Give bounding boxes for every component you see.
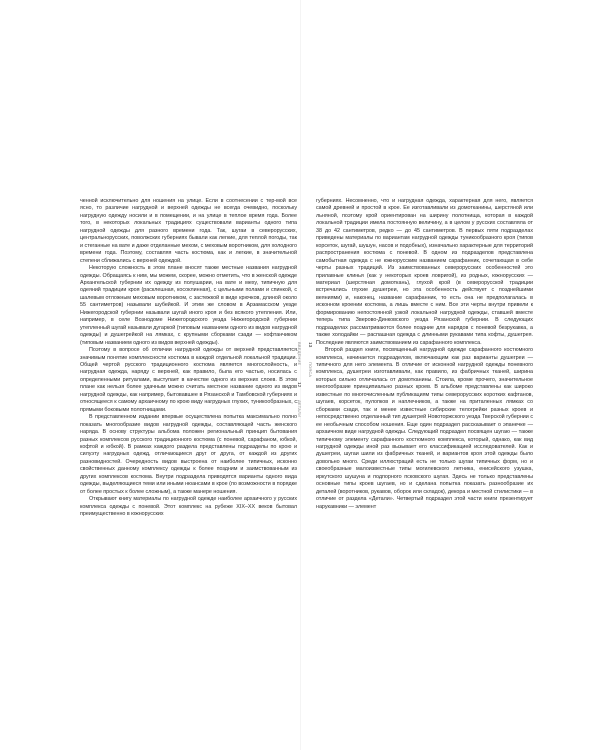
left-running-head: ДЕТАЛИ xyxy=(297,400,302,418)
left-paragraph: ченной исключительно для ношения на улице. Если в соотнесении с тер-мой все ясно, то различие нагрудной и верхней одежды не всегда очевидно, поскольку нагрудную одежду носили и в помещении, и на улице в теплое время года. Более того, в некоторых локальных традициях существовали варианты одного типа нагрудной одежды для разного времени года. Так, шугаи в северорусских, центральнорусских, поволжских губерниях бывали как легкие, для теплой погоды, так и стеганные на вате и даже отделанные мехом, с меховым воротником, для холодного времени года. Поэтому, составляя часть костюма, как и легкие, в значительной степени сближались с верхней одеждой. xyxy=(80,198,297,264)
right-paragraph: Второй раздел книги, посвященный нагрудной одежде сарафанного костюмного комплекса, начинается подразделом, включающим как раз варианты душегреи — типичного для него элемента. В отличие от исконной нагрудной одежды поневного комплекса, душегреи изготавливали, как правило, из фабричных тканей, ширина которых сильно отличалась от домотканины. Стоила, кроме прочего, значительное многообразие принципиально разных кроев. В альбоме представлены как широко известные по многочисленным публикациям типы северорусских коротких кафтанов, шугаев, корсеток, пулопков и наплечников, а также на приталенных лямках со сборками сзади, так и менее известные сибирские телогрейки разных кроев и непосредственно отделанный тип душегрей Новоторжского уезда Тверской губернии с ее необычным способом ношения. Еще один подраздел рассказывает о эпанечке — архаичном виде нагрудной одежды. Следующий подраздел посвящен шугаю — также типичному элементу сарафанного костюмного комплекса, который, однако, как вид нагрудной одежды иной раз вызывает его классификацией исследователей. Как и душегреи, шугаи шили из фабричных тканей, и вариантов кроя этой одежды было довольно много. Среди иллюстраций есть не только шугаи типичных форм, но и своеобразные малоизвестные типы могилевского летника, енисейского узушка, иркутского шушуна и подпорного псковского шугая. Здесь не только представлены основные типы кроев шугаев, но и сделана попытка показать разнообразие их деталей (воротников, рукавов, оборок или складок), декора и местной стилистики — в отличие от раздела «Детали». Четвертый подраздел этой части книги презентирует нарукавники — элемент xyxy=(316,347,533,510)
left-section-label: ВВЕДЕНИЕ xyxy=(297,342,302,366)
right-paragraph: губерниях. Несомненно, что и нагрудная одежда, характерная для него, является самой древней и простой в крое. Ее изготавливали из домотканины, шерстяной или льняной, поэтому крой ориентирован на ширину полотнища, которая в каждой локальной традиции имела постоянную величину, а в целом у русских составляла от 38 до 42 сантиметров, редко — до 45 сантиметров. В первых пяти подразделах приведены материалы по вариантам нагрудной одежды туникообразного кроя (типов корсеток, шугай, шушун, насов и подобных), изначально характерные для территорий распространения костюма с поневой. В одном из подразделов представлена самобытная одежда с не южнорусским названием сарафанник, сочетающая в себе черты разных традиций. Из заимствованных северорусских особенностей это прилавные клинья (как у некоторых кроев ловригой), из родных, южнорусских — материал (шерстяная домоткань), глухой крой (в северорусской традиции встречались глухие душегреи, но эта особенность действует с позднейшими веяниями) и, наконец, название сарафанник, то есть она не предполагалась в исконном кроении костюма, а лишь вместе с ним. Все эти черты внутри привели к формированию непостоянной узкой локальной нагрудной одежды, ставшей вместе теперь типа Зверово-Динковского уезда Рязанской губернии. В следующих подразделах рассматриваются более поздние для нарядов с поневой безрукавка, а также холодайки — распашная одежда с длинными рукавами типа кофты, душегрея. Последние являются заимствованием из сарафанного комплекса. xyxy=(316,198,533,346)
right-running-head: ПОЯСА xyxy=(308,362,313,378)
left-paragraph: Открывают книгу материалы по нагрудной одежде наиболее архаичного у русских комплекса одежды с поневой. Этот комплекс на рубеже XIX–XX веков бытовал преимущественно в южнорусских xyxy=(80,496,297,518)
gutter-line xyxy=(300,0,301,750)
right-page-number: 13 xyxy=(308,342,313,348)
left-page-number: 12 xyxy=(297,382,302,388)
left-paragraph: Поэтому в вопросе об отличии нагрудной одежды от верхней представляется значимым понятие комплексности костюма в каждой отдельной локальной традиции. Общей чертой русского традиционного костюма является многослойность, и нагрудная одежда, наряду с верхней, как правило, была его частью, носилась с определенными ритуалами, выступает в качестве одного из верхних слоев. В этом плане как нельзя более удачным можно считать местное название одного из видов нагрудной одежды, как например, бытовавшее в Рязанской и Тамбовской губерниях и относящееся к самому архаичному по крою виду нагрудных глухих, туникообразных, с прямыми боковыми полотнищами. xyxy=(80,347,297,413)
left-page-text xyxy=(80,198,297,518)
left-paragraph: В представленном издании впервые осуществлена попытка максимально полно показать многообразие видов нагрудной одежды, составляющей часть женского наряда. В основу структуры альбома положен региональный принцип бытования разных комплексов русского традиционного костюма (с поневой, сарафаном, юбкой, кофтой и юбкой). В рамках каждого раздела представлены подразделы по крою и силуэту нагрудных одежд, отличающиеся друг от друга, от каждой из других разновидностей. Очередность видов выстроена от наиболее типичных, исконно свойственных данному комплексу одежды к более поздним и заимствованным из других комплексов костюма. Внутри подраздела приводятся варианты одного вида одежды, выделяющиеся теми или иными нюансами в крое (по возможности в порядке от более простых к более сложным), а также манере ношения. xyxy=(80,414,297,495)
right-page-text xyxy=(316,198,533,511)
left-paragraph: Некоторую сложность в этом плане вносят также местные названия нагрудной одежды. Обращаясь к ним, мы можем, скорее, можно отметить, что в женской одежде Архангельской губернии их одежду из полушарии, на вате и меху, типичную для одеяний традиции кроя (расклешная, косоклинная), с цельными полами и спинкой, с шалевым отложным меховым воротником, с застежкой в виде крючков, длиной около 55 сантиметров) называли шубейкой. И этим же словом в Арзамасском уезде Нижегородской губернии называли шугай иного кроя и без всякого утепления. Или, например, в селе Вознодоме Нижегородского уезда Нижегородской губернии утепленный шугай называли дугаркой (типовым названием одного из видов нагрудной одежды) и душегрейкой на лямках, с крупными сборками сзади — кофтанчиком (типовым названием одного из видов верхней одежды). xyxy=(80,265,297,346)
